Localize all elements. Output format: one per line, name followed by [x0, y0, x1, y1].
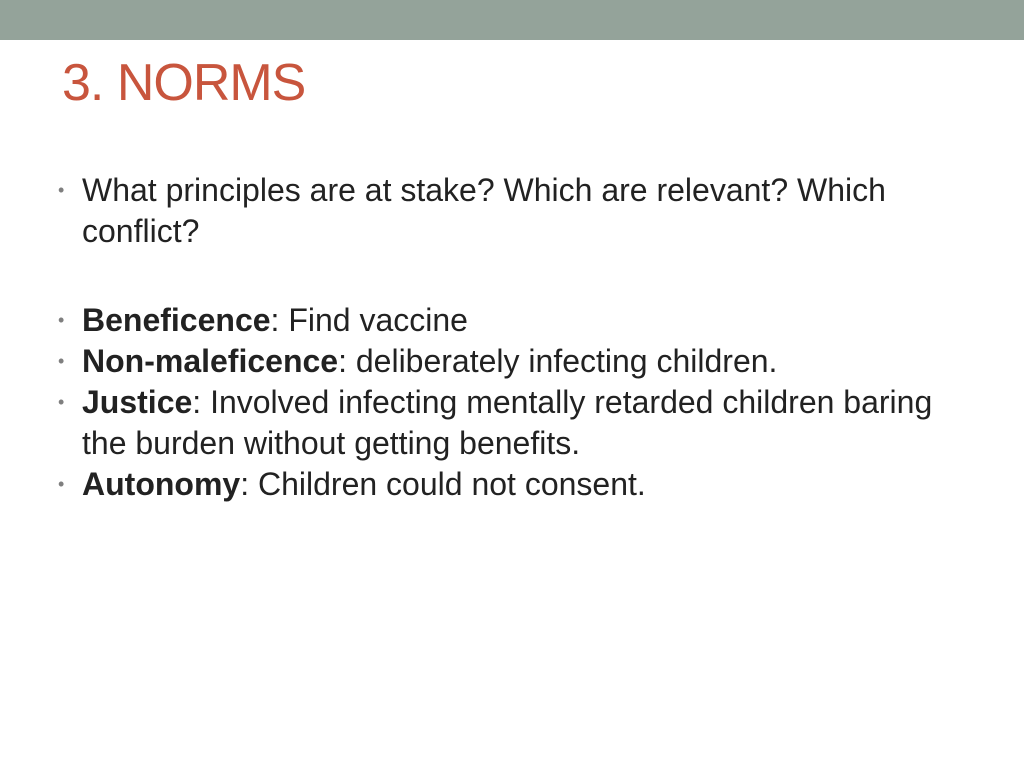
bullet-icon: •: [58, 310, 65, 330]
list-item-autonomy: [58, 464, 958, 505]
term-beneficence: Beneficence: [82, 302, 271, 338]
list-item-intro: [58, 170, 958, 252]
definition-beneficence: : Find vaccine: [270, 302, 468, 338]
bullet-list: [58, 170, 958, 505]
term-justice: Justice: [82, 384, 193, 420]
bullet-icon: •: [58, 180, 65, 200]
bullet-icon: •: [58, 351, 65, 371]
definition-autonomy: : Children could not consent.: [240, 466, 646, 502]
list-item-non-maleficence: [58, 341, 958, 382]
definition-non-maleficence: : deliberately infecting children.: [338, 343, 778, 379]
bullet-icon: •: [58, 392, 65, 412]
bullet-icon: •: [58, 474, 65, 494]
header-band: [0, 0, 1024, 40]
definition-justice: : Involved infecting mentally retarded children baring the burden without getting benefits.: [82, 384, 933, 461]
term-autonomy: Autonomy: [82, 466, 241, 502]
list-item-beneficence: [58, 300, 958, 341]
term-non-maleficence: Non-maleficence: [82, 343, 339, 379]
intro-text: What principles are at stake? Which are relevant? Which conflict?: [82, 172, 886, 249]
list-item-justice: [58, 382, 958, 464]
slide-title: 3. NORMS: [62, 54, 306, 112]
